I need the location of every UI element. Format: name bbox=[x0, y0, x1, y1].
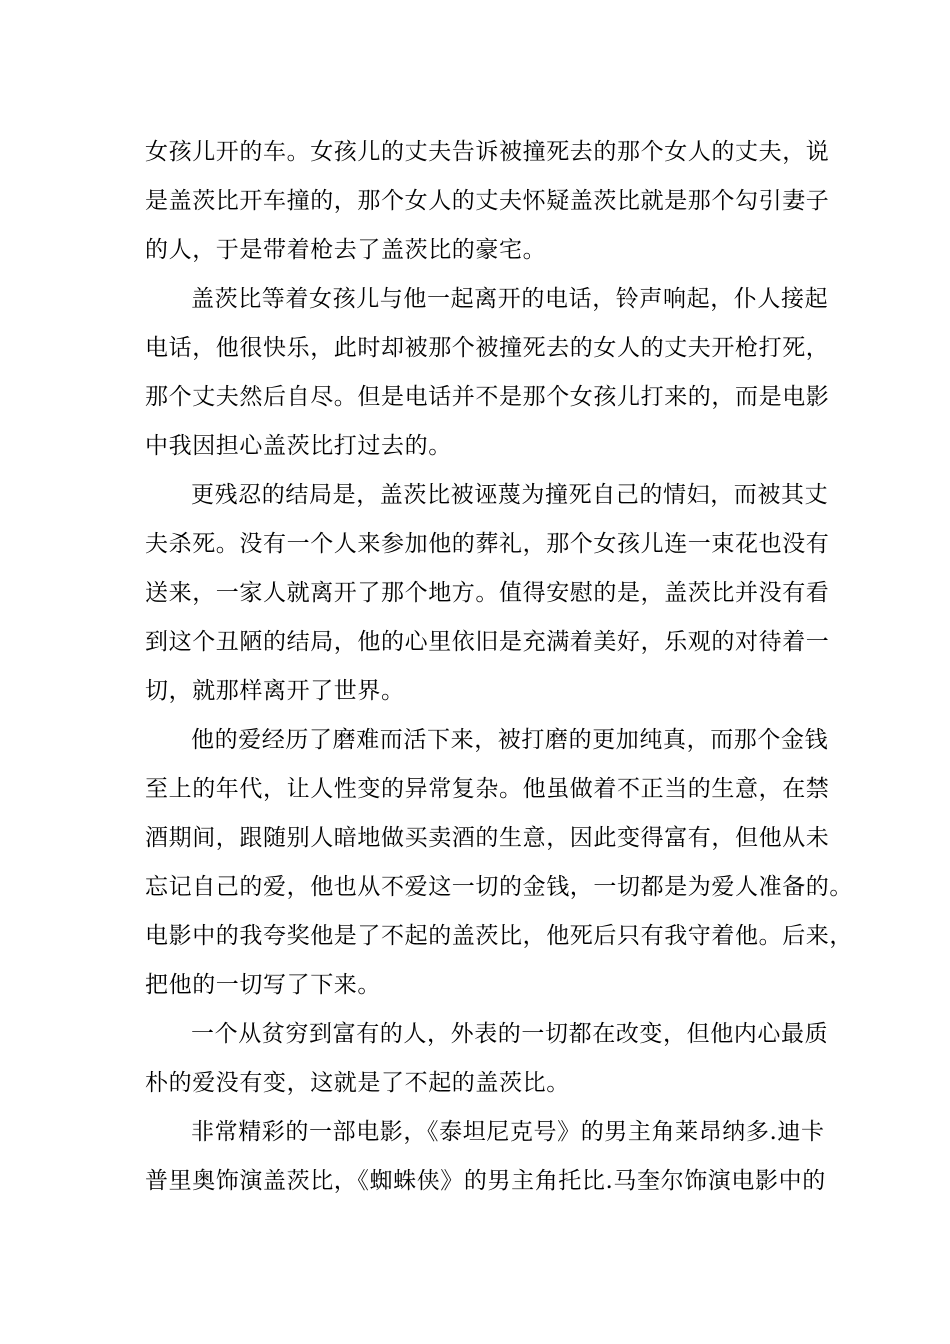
text-line: 电影中的我夸奖他是了不起的盖茨比，他死后只有我守着他。后来， bbox=[145, 923, 853, 949]
text-line: 朴的爱没有变，这就是了不起的盖茨比。 bbox=[145, 1070, 570, 1096]
document-body bbox=[145, 128, 853, 1206]
text-line: 至上的年代，让人性变的异常复杂。他虽做着不正当的生意，在禁 bbox=[145, 776, 830, 802]
paragraph-1 bbox=[145, 128, 830, 275]
text-line: 更残忍的结局是，盖茨比被诬蔑为撞死自己的情妇，而被其丈 bbox=[191, 482, 829, 508]
text-line: 普里奥饰演盖茨比，《蜘蛛侠》的男主角托比.马奎尔饰演电影中的 bbox=[145, 1168, 826, 1194]
paragraph-2 bbox=[145, 275, 830, 471]
text-line: 一个从贫穷到富有的人，外表的一切都在改变，但他内心最质 bbox=[191, 1021, 829, 1047]
text-line: 那个丈夫然后自尽。但是电话并不是那个女孩儿打来的，而是电影 bbox=[145, 384, 830, 410]
text-line: 盖茨比等着女孩儿与他一起离开的电话，铃声响起，仆人接起 bbox=[191, 286, 829, 312]
text-line: 女孩儿开的车。女孩儿的丈夫告诉被撞死去的那个女人的丈夫，说 bbox=[145, 139, 830, 165]
text-line: 送来，一家人就离开了那个地方。值得安慰的是，盖茨比并没有看 bbox=[145, 580, 830, 606]
text-line: 到这个丑陋的结局，他的心里依旧是充满着美好，乐观的对待着一 bbox=[145, 629, 830, 655]
paragraph-5 bbox=[145, 1010, 829, 1108]
paragraph-3 bbox=[145, 471, 830, 716]
text-line: 非常精彩的一部电影，《泰坦尼克号》的男主角莱昂纳多.迪卡 bbox=[191, 1119, 825, 1145]
text-line: 夫杀死。没有一个人来参加他的葬礼，那个女孩儿连一束花也没有 bbox=[145, 531, 830, 557]
text-line: 的人，于是带着枪去了盖茨比的豪宅。 bbox=[145, 237, 547, 263]
text-line: 他的爱经历了磨难而活下来，被打磨的更加纯真，而那个金钱 bbox=[191, 727, 829, 753]
text-line: 切，就那样离开了世界。 bbox=[145, 678, 405, 704]
text-line: 酒期间，跟随别人暗地做买卖酒的生意，因此变得富有，但他从未 bbox=[145, 825, 830, 851]
text-line: 忘记自己的爱，他也从不爱这一切的金钱，一切都是为爱人准备的。 bbox=[145, 874, 853, 900]
paragraph-6 bbox=[145, 1108, 826, 1206]
paragraph-4 bbox=[145, 716, 853, 1010]
text-line: 电话，他很快乐，此时却被那个被撞死去的女人的丈夫开枪打死， bbox=[145, 335, 830, 361]
text-line: 把他的一切写了下来。 bbox=[145, 972, 381, 998]
text-line: 是盖茨比开车撞的，那个女人的丈夫怀疑盖茨比就是那个勾引妻子 bbox=[145, 188, 830, 214]
text-line: 中我因担心盖茨比打过去的。 bbox=[145, 433, 452, 459]
